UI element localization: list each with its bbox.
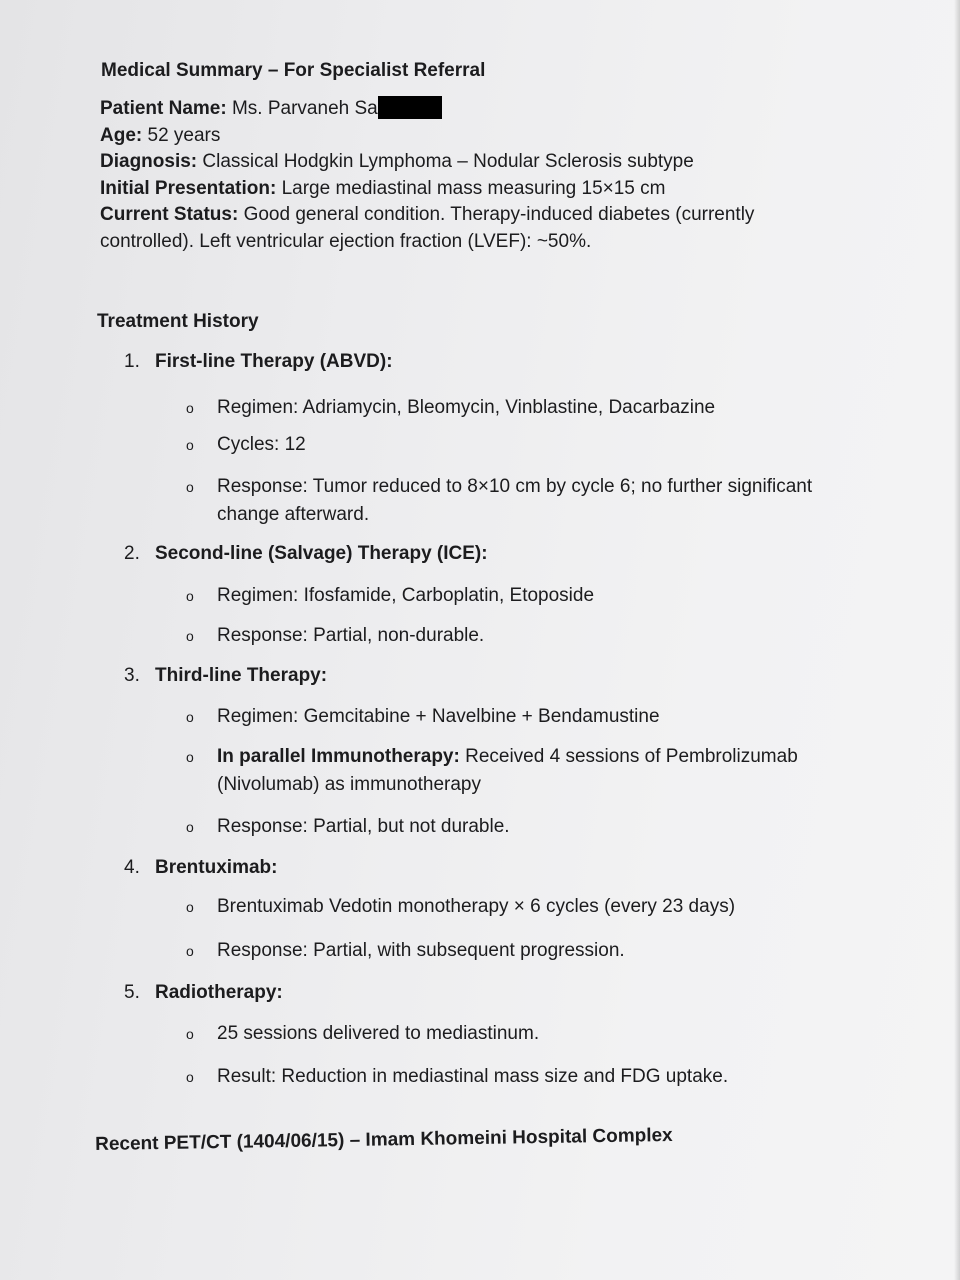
age-line bbox=[100, 123, 800, 150]
status-value-line1: Good general condition. Therapy-induced diabetes (currently bbox=[243, 204, 755, 225]
bullet-item bbox=[186, 582, 826, 610]
bullet-text: Brentuximab Vedotin monotherapy × 6 cycles (every 23 days) bbox=[217, 896, 736, 917]
bullet-icon: o bbox=[186, 899, 194, 915]
age-label: Age: bbox=[100, 124, 143, 146]
bullet-icon: o bbox=[186, 588, 194, 604]
page-edge-shadow bbox=[954, 0, 960, 1280]
therapy-label: Radiotherapy: bbox=[155, 982, 283, 1003]
bullet-text: 25 sessions delivered to mediastinum. bbox=[217, 1023, 540, 1044]
bullet-text: Response: Partial, with subsequent progression. bbox=[217, 940, 625, 961]
bullet-icon: o bbox=[186, 819, 194, 835]
therapy-item bbox=[124, 351, 393, 373]
bullet-item bbox=[186, 1020, 826, 1048]
presentation-line bbox=[100, 176, 800, 203]
bullet-text: Regimen: Gemcitabine + Navelbine + Bendamustine bbox=[217, 706, 660, 727]
status-line bbox=[100, 202, 800, 229]
bullet-text: Response: Partial, non-durable. bbox=[217, 625, 485, 646]
bullet-text: Regimen: Ifosfamide, Carboplatin, Etoposide bbox=[217, 585, 595, 606]
bullet-item bbox=[186, 1063, 826, 1091]
therapy-number: 1. bbox=[124, 351, 140, 372]
bullet-bold-label: In parallel Immunotherapy: bbox=[217, 746, 460, 767]
bullet-item bbox=[186, 813, 826, 841]
therapy-number: 4. bbox=[124, 857, 140, 878]
presentation-label: Initial Presentation: bbox=[100, 177, 277, 199]
therapy-item bbox=[124, 857, 277, 879]
bullet-item bbox=[186, 622, 826, 650]
diagnosis-value: Classical Hodgkin Lymphoma – Nodular Sclerosis subtype bbox=[202, 151, 694, 172]
therapy-item bbox=[124, 982, 283, 1004]
document-title: Medical Summary – For Specialist Referral bbox=[101, 60, 486, 81]
bullet-icon: o bbox=[186, 437, 194, 453]
bullet-item bbox=[186, 394, 826, 422]
therapy-item bbox=[124, 543, 488, 565]
therapy-number: 3. bbox=[124, 665, 140, 686]
bullet-icon: o bbox=[186, 749, 194, 765]
treatment-history-heading: Treatment History bbox=[97, 311, 259, 332]
bullet-item bbox=[186, 431, 826, 459]
bullet-item bbox=[186, 893, 826, 921]
bullet-icon: o bbox=[186, 628, 194, 644]
therapy-label: Third-line Therapy: bbox=[155, 665, 328, 686]
patient-name-label: Patient Name: bbox=[100, 98, 227, 119]
bullet-icon: o bbox=[186, 1026, 194, 1042]
bullet-icon: o bbox=[186, 943, 194, 959]
bullet-item bbox=[186, 937, 826, 965]
status-value-line2: controlled). Left ventricular ejection fraction (LVEF): ~50%. bbox=[100, 230, 592, 252]
patient-info bbox=[100, 96, 800, 255]
bullet-item bbox=[186, 703, 826, 731]
therapy-label: First-line Therapy (ABVD): bbox=[155, 351, 393, 372]
therapy-number: 5. bbox=[124, 982, 140, 1003]
patient-name-value: Ms. Parvaneh Sa bbox=[231, 98, 378, 119]
therapy-label: Brentuximab: bbox=[155, 857, 278, 878]
bullet-text-continued: change afterward. bbox=[217, 504, 370, 525]
diagnosis-label: Diagnosis: bbox=[100, 151, 198, 172]
bullet-text: Response: Partial, but not durable. bbox=[217, 816, 510, 837]
pet-ct-heading: Recent PET/CT (1404/06/15) – Imam Khomeini Hospital Complex bbox=[95, 1124, 673, 1155]
therapy-item bbox=[124, 665, 327, 687]
diagnosis-line bbox=[100, 149, 800, 176]
bullet-text: Regimen: Adriamycin, Bleomycin, Vinblastine, Dacarbazine bbox=[217, 397, 716, 418]
bullet-text-continued: (Nivolumab) as immunotherapy bbox=[217, 774, 481, 795]
bullet-icon: o bbox=[186, 709, 194, 725]
redaction-box bbox=[378, 96, 442, 119]
bullet-item bbox=[186, 743, 826, 799]
bullet-icon: o bbox=[186, 1069, 194, 1085]
presentation-value: Large mediastinal mass measuring 15×15 cm bbox=[281, 177, 666, 199]
bullet-text: Response: Tumor reduced to 8×10 cm by cycle 6; no further significant bbox=[217, 476, 813, 497]
age-value: 52 years bbox=[147, 124, 221, 146]
bullet-text-part: Received 4 sessions of Pembrolizumab bbox=[465, 746, 798, 767]
bullet-text bbox=[217, 743, 826, 771]
bullet-item bbox=[186, 473, 826, 529]
bullet-text: Result: Reduction in mediastinal mass size and FDG uptake. bbox=[217, 1066, 729, 1087]
therapy-label: Second-line (Salvage) Therapy (ICE): bbox=[155, 543, 488, 564]
status-label: Current Status: bbox=[100, 204, 239, 225]
patient-name-line bbox=[100, 96, 800, 123]
status-line-2 bbox=[100, 229, 800, 256]
bullet-icon: o bbox=[186, 479, 194, 495]
therapy-number: 2. bbox=[124, 543, 140, 564]
bullet-text: Cycles: 12 bbox=[217, 434, 306, 455]
bullet-icon: o bbox=[186, 400, 194, 416]
